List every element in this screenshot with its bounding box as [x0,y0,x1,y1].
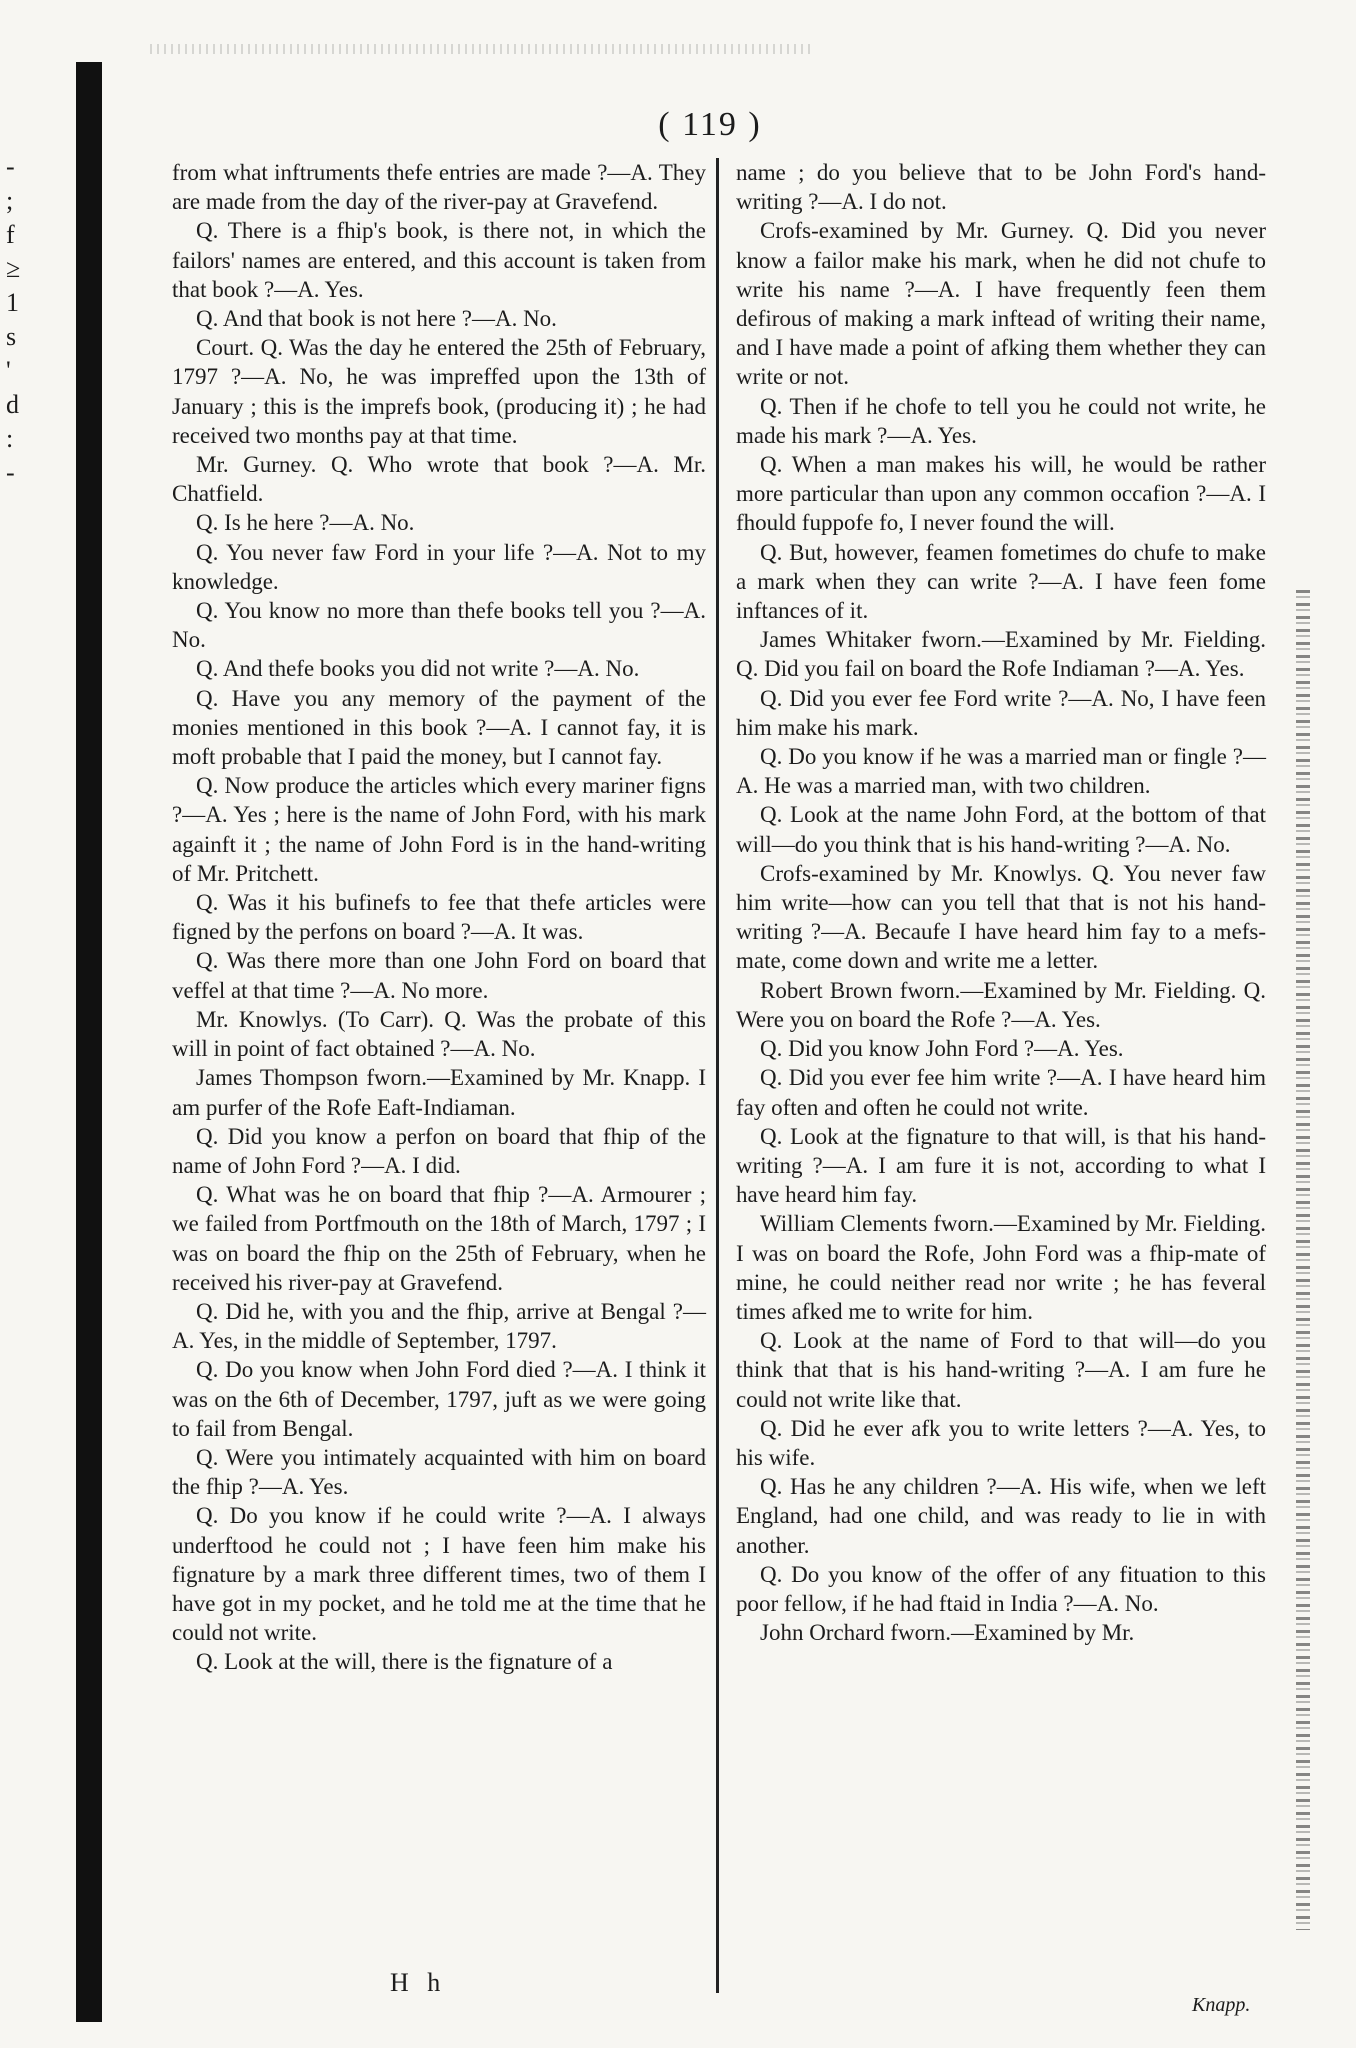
paragraph: Q. There is a fhip's book, is there not, in which the failors' names are entered, and this account is taken from that book ?—A. Yes. [172,218,706,302]
paragraph: Q. What was he on board that fhip ?—A. Armourer ; we failed from Portfmouth on the 18th of March, 1797 ; I was on board the fhip on the 25th of February, when he received his river-pay at Gravefend. [172,1182,706,1295]
paragraph: Mr. Gurney. Q. Who wrote that book ?—A. Mr. Chatfield. [172,452,706,507]
paragraph: Q. Look at the will, there is the fignature of a [196,1649,613,1675]
paragraph: Q. But, however, feamen fometimes do chufe to make a mark when they can write ?—A. I have feen fome inftances of it. [736,539,1266,624]
paragraph: Q. Do you know if he was a married man or fingle ?—A. He was a married man, with two children. [736,744,1266,799]
paragraph: Q. Did he ever afk you to write letters ?—A. Yes, to his wife. [736,1415,1266,1470]
margin-fragment: - [6,152,15,181]
margin-fragment: ' [6,356,11,385]
page-number: ( 119 ) [658,106,762,143]
paragraph: Q. Have you any memory of the payment of the monies mentioned in this book ?—A. I cannot fay, it is moft probable that I paid the money, but I cannot fay. [172,685,706,770]
paragraph: Q. Look at the name of Ford to that will—do you think that that is his hand-writing ?—A. I am fure he could not write like that. [736,1328,1266,1412]
left-column [172,158,706,1677]
paragraph: Q. Did you know a perfon on board that fhip of the name of John Ford ?—A. I did. [172,1123,706,1178]
paragraph: Q. Did you ever fee Ford write ?—A. No, I have feen him make his mark. [736,685,1266,740]
right-edge-bleed [1296,590,1310,1930]
paragraph: William Clements fworn.—Examined by Mr. Fielding. I was on board the Rofe, John Ford was a fhip-mate of mine, he could neither read nor write ; he has feveral times afked me to write for him. [736,1211,1266,1324]
paragraph: Crofs-examined by Mr. Knowlys. Q. You never faw him write—how can you tell that that is not his hand-writing ?—A. Becaufe I have heard him fay to a mefs-mate, come down and write me a letter. [736,860,1266,974]
paragraph: Q. Is he here ?—A. No. [196,510,415,536]
paragraph: Court. Q. Was the day he entered the 25th of February, 1797 ?—A. No, he was impreffed upon the 13th of January ; this is the imprefs book, (producing it) ; he had received two months pay at that time. [172,335,706,448]
paragraph: from what inftruments thefe entries are made ?—A. They are made from the day of the river-pay at Gravefend. [172,160,706,215]
paragraph: Mr. Knowlys. (To Carr). Q. Was the probate of this will in point of fact obtained ?—A. No. [172,1006,706,1062]
paragraph: Q. And that book is not here ?—A. No. [196,306,557,332]
paragraph: Q. You know no more than thefe books tell you ?—A. No. [172,598,706,653]
right-column [736,158,1266,1647]
header-specks [150,44,810,54]
left-margin-fragments [6,150,24,490]
column-rule [716,158,719,1993]
margin-fragment: ; [6,186,14,215]
margin-fragment: f [6,220,15,249]
paragraph: James Thompson fworn.—Examined by Mr. Knapp. I am purfer of the Rofe Eaft-Indiaman. [172,1065,706,1120]
paragraph: name ; do you believe that to be John Ford's hand-writing ?—A. I do not. [736,160,1266,215]
paragraph: Crofs-examined by Mr. Gurney. Q. Did you never know a failor make his mark, when he did not chufe to write his name ?—A. I have frequently feen them defirous of making a mark inftead of writing their name, and I have made a point of afking them whether they can write or not. [736,218,1266,390]
margin-fragment: ≥ [6,254,21,283]
paragraph: Q. Did you ever fee him write ?—A. I have heard him fay often and often he could not write. [736,1065,1266,1120]
paragraph: James Whitaker fworn.—Examined by Mr. Fielding. Q. Did you fail on board the Rofe Indiaman ?—A. Yes. [736,627,1266,682]
paragraph: Robert Brown fworn.—Examined by Mr. Fielding. Q. Were you on board the Rofe ?—A. Yes. [736,977,1266,1032]
paragraph: Q. Do you know of the offer of any fituation to this poor fellow, if he had ftaid in India ?—A. No. [736,1561,1266,1616]
margin-fragment: 1 [6,288,19,317]
paragraph: Q. When a man makes his will, he would be rather more particular than upon any common occafion ?—A. I fhould fuppofe fo, I never found the will. [736,452,1266,536]
paragraph: John Orchard fworn.—Examined by Mr. [760,1620,1135,1646]
margin-fragment: : [6,424,14,453]
paragraph: Q. Were you intimately acquainted with him on board the fhip ?—A. Yes. [172,1444,706,1500]
paragraph: Q. Was there more than one John Ford on board that veffel at that time ?—A. No more. [172,948,706,1003]
paragraph: Q. Was it his bufinefs to fee that thefe articles were figned by the perfons on board ?—A. It was. [172,890,706,945]
paragraph: Q. And thefe books you did not write ?—A. No. [196,656,640,682]
paragraph: Q. Did he, with you and the fhip, arrive at Bengal ?—A. Yes, in the middle of September, 1797. [172,1298,706,1354]
paragraph: Q. Do you know when John Ford died ?—A. I think it was on the 6th of December, 1797, juft as we were going to fail from Bengal. [172,1357,706,1441]
margin-fragment: s [6,322,17,351]
signature-mark: H h [390,1968,447,1997]
paragraph: Q. Do you know if he could write ?—A. I always underftood he could not ; I have feen him make his fignature by a mark three different times, two of them I have got in my pocket, and he told me at the time that he could not write. [172,1503,706,1646]
paragraph: Q. Look at the name John Ford, at the bottom of that will—do you think that is his hand-writing ?—A. No. [736,802,1266,857]
catchword: Knapp. [1192,1994,1251,2016]
paragraph: Q. Has he any children ?—A. His wife, when we left England, had one child, and was ready to lie in with another. [736,1474,1266,1558]
paragraph: Q. Now produce the articles which every mariner figns ?—A. Yes ; here is the name of John Ford, with his mark againft it ; the name of John Ford is in the hand-writing of Mr. Pritchett. [172,773,706,886]
paragraph: Q. Look at the fignature to that will, is that his hand-writing ?—A. I am fure it is not, according to what I have heard him fay. [736,1123,1266,1208]
paragraph: Q. Did you know John Ford ?—A. Yes. [760,1036,1124,1062]
margin-fragment: - [6,458,15,487]
paragraph: Q. Then if he chofe to tell you he could not write, he made his mark ?—A. Yes. [736,393,1266,448]
book-binding-shadow [76,62,102,2022]
margin-fragment: d [6,390,19,419]
paragraph: Q. You never faw Ford in your life ?—A. Not to my knowledge. [172,539,706,594]
